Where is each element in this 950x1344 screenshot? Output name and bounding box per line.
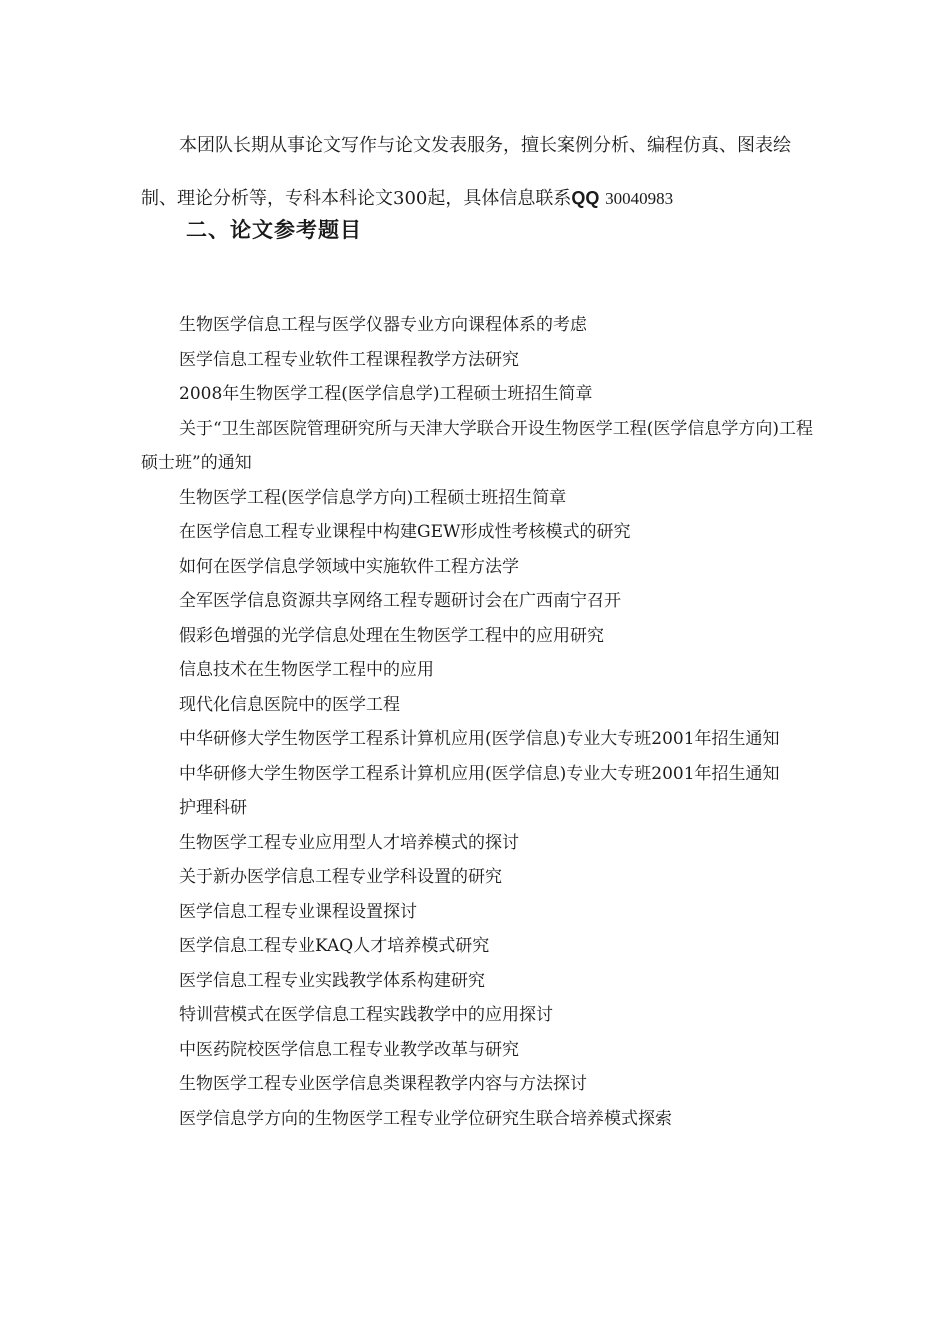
topic-item: 关于“卫生部医院管理研究所与天津大学联合开设生物医学工程(医学信息学方向)工程硕士班”的通知 [141,418,813,473]
topic-item: 医学信息工程专业实践教学体系构建研究 [179,970,485,991]
topic-item: 中医药院校医学信息工程专业教学改革与研究 [179,1039,519,1060]
topic-item: 现代化信息医院中的医学工程 [179,694,400,715]
section-heading: 二、论文参考题目 [186,218,362,242]
topic-item: 医学信息工程专业软件工程课程教学方法研究 [179,349,519,370]
topic-item: 如何在医学信息学领域中实施软件工程方法学 [179,556,519,577]
qq-number: 30040983 [605,189,674,208]
topic-item: 护理科研 [179,798,247,818]
qq-label: QQ [571,188,600,208]
topic-item: 中华研修大学生物医学工程系计算机应用(医学信息)专业大专班2001年招生通知 [179,729,780,749]
topic-item: 中华研修大学生物医学工程系计算机应用(医学信息)专业大专班2001年招生通知 [179,763,780,784]
topic-item: 生物医学工程专业应用型人才培养模式的探讨 [179,832,519,853]
intro-paragraph [141,120,821,225]
topic-item: 关于新办医学信息工程专业学科设置的研究 [179,867,502,887]
topic-item: 医学信息学方向的生物医学工程专业学位研究生联合培养模式探索 [179,1108,672,1129]
topic-item: 生物医学信息工程与医学仪器专业方向课程体系的考虑 [179,315,587,335]
topic-item: 特训营模式在医学信息工程实践教学中的应用探讨 [179,1005,553,1025]
topic-list [141,308,817,1136]
topic-item: 生物医学工程(医学信息学方向)工程硕士班招生简章 [179,487,567,508]
topic-item: 医学信息工程专业课程设置探讨 [179,901,417,922]
topic-item: 医学信息工程专业KAQ人才培养模式研究 [179,936,490,956]
topic-item: 全军医学信息资源共享网络工程专题研讨会在广西南宁召开 [179,591,621,611]
topic-item: 在医学信息工程专业课程中构建GEW形成性考核模式的研究 [179,522,631,542]
intro-text: 本团队长期从事论文写作与论文发表服务，擅长案例分析、编程仿真、图表绘制、理论分析等，专科本科论文300起，具体信息联系 [141,135,791,209]
topic-item: 假彩色增强的光学信息处理在生物医学工程中的应用研究 [179,625,604,646]
topic-item: 生物医学工程专业医学信息类课程教学内容与方法探讨 [179,1074,587,1094]
topic-item: 2008年生物医学工程(医学信息学)工程硕士班招生简章 [179,384,593,404]
topic-item: 信息技术在生物医学工程中的应用 [179,660,434,680]
